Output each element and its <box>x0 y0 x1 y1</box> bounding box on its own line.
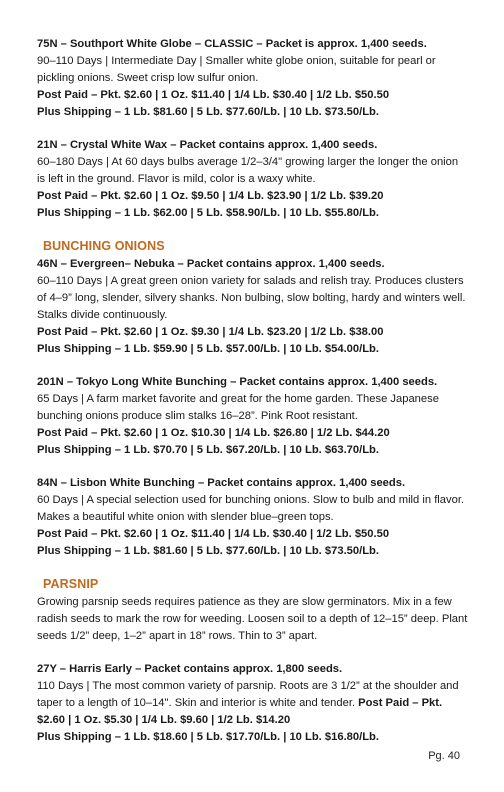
price-plus-shipping: Plus Shipping – 1 Lb. $62.00 | 5 Lb. $58.90/Lb. | 10 Lb. $55.80/Lb. <box>37 207 379 219</box>
product-description: 60–110 Days | A great green onion variety for salads and relish tray. Produces clusters of 4–9” long, slender, silvery shanks. Non bulbing, slow bolting, hardy and winters well. Stalks divide continuously. <box>37 275 466 321</box>
price-post-paid: Post Paid – Pkt. $2.60 | 1 Oz. $11.40 | 1/4 Lb. $30.40 | 1/2 Lb. $50.50 <box>37 528 390 540</box>
product-title: 21N – Crystal White Wax – Packet contains approx. 1,400 seeds. <box>37 139 378 151</box>
product-description: 60 Days | A special selection used for bunching onions. Slow to bulb and mild in flavor. Makes a beautiful white onion with slender blue–green tops. <box>37 494 465 523</box>
product-title: 27Y – Harris Early – Packet contains approx. 1,800 seeds. <box>37 663 343 675</box>
price-post-paid: Post Paid – Pkt. $2.60 | 1 Oz. $9.50 | 1/4 Lb. $23.90 | 1/2 Lb. $39.20 <box>37 190 384 202</box>
product-description: 90–110 Days | Intermediate Day | Smaller white globe onion, suitable for pearl or pickling onions. Sweet crisp low sulfur onion. <box>37 55 436 84</box>
page-number: Pg. 40 <box>428 750 460 762</box>
price-plus-shipping: Plus Shipping – 1 Lb. $81.60 | 5 Lb. $77.60/Lb. | 10 Lb. $73.50/Lb. <box>37 545 379 557</box>
catalog-page <box>37 36 469 762</box>
price-post-paid: Post Paid – Pkt. $2.60 | 1 Oz. $9.30 | 1/4 Lb. $23.20 | 1/2 Lb. $38.00 <box>37 326 384 338</box>
price-post-paid: Post Paid – Pkt. $2.60 | 1 Oz. $10.30 | 1/4 Lb. $26.80 | 1/2 Lb. $44.20 <box>37 427 390 439</box>
product-title: 75N – Southport White Globe – CLASSIC – Packet is approx. 1,400 seeds. <box>37 38 427 50</box>
price-plus-shipping: Plus Shipping – 1 Lb. $18.60 | 5 Lb. $17.70/Lb. | 10 Lb. $16.80/Lb. <box>37 731 379 743</box>
section-intro-parsnip <box>37 594 469 645</box>
product-description-text: 110 Days | The most common variety of parsnip. Roots are 3 1/2” at the shoulder and taper to a length of 10–14". Skin and interior is white and tender. <box>37 680 459 709</box>
price-post-paid: Post Paid – Pkt. $2.60 | 1 Oz. $11.40 | 1/4 Lb. $30.40 | 1/2 Lb. $50.50 <box>37 89 390 101</box>
price-plus-shipping: Plus Shipping – 1 Lb. $59.90 | 5 Lb. $57.00/Lb. | 10 Lb. $54.00/Lb. <box>37 343 379 355</box>
product-entry-201n <box>37 374 469 459</box>
product-title: 84N – Lisbon White Bunching – Packet contains approx. 1,400 seeds. <box>37 477 406 489</box>
price-plus-shipping: Plus Shipping – 1 Lb. $70.70 | 5 Lb. $67.20/Lb. | 10 Lb. $63.70/Lb. <box>37 444 379 456</box>
product-entry-27y <box>37 661 469 746</box>
price-plus-shipping: Plus Shipping – 1 Lb. $81.60 | 5 Lb. $77.60/Lb. | 10 Lb. $73.50/Lb. <box>37 106 379 118</box>
product-entry-21n <box>37 137 469 222</box>
product-entry-75n <box>37 36 469 121</box>
product-title: 201N – Tokyo Long White Bunching – Packet contains approx. 1,400 seeds. <box>37 376 438 388</box>
product-entry-84n <box>37 475 469 560</box>
section-heading-parsnip: PARSNIP <box>43 577 99 591</box>
product-entry-46n <box>37 256 469 358</box>
product-description: 60–180 Days | At 60 days bulbs average 1/2–3/4" growing larger the longer the onion is left in the ground. Flavor is mild, color is a waxy white. <box>37 156 459 185</box>
section-intro-text: Growing parsnip seeds requires patience as they are slow germinators. Mix in a few radish seeds to mark the row for weeding. Loosen soil to a depth of 12–15” deep. Plant seeds 1/2” deep, 1–2” apart in 18” rows. Thin to 3” apart. <box>37 596 468 642</box>
price-post-paid: Post Paid – Pkt. $2.60 | 1 Oz. $5.30 | 1/4 Lb. $9.60 | 1/2 Lb. $14.20 <box>37 697 443 726</box>
product-description <box>37 678 469 729</box>
product-description: 65 Days | A farm market favorite and great for the home garden. These Japanese bunching onions produce slim stalks 16–28”. Pink Root resistant. <box>37 393 439 422</box>
section-heading-bunching-onions: BUNCHING ONIONS <box>43 239 165 253</box>
product-title: 46N – Evergreen– Nebuka – Packet contains approx. 1,400 seeds. <box>37 258 385 270</box>
